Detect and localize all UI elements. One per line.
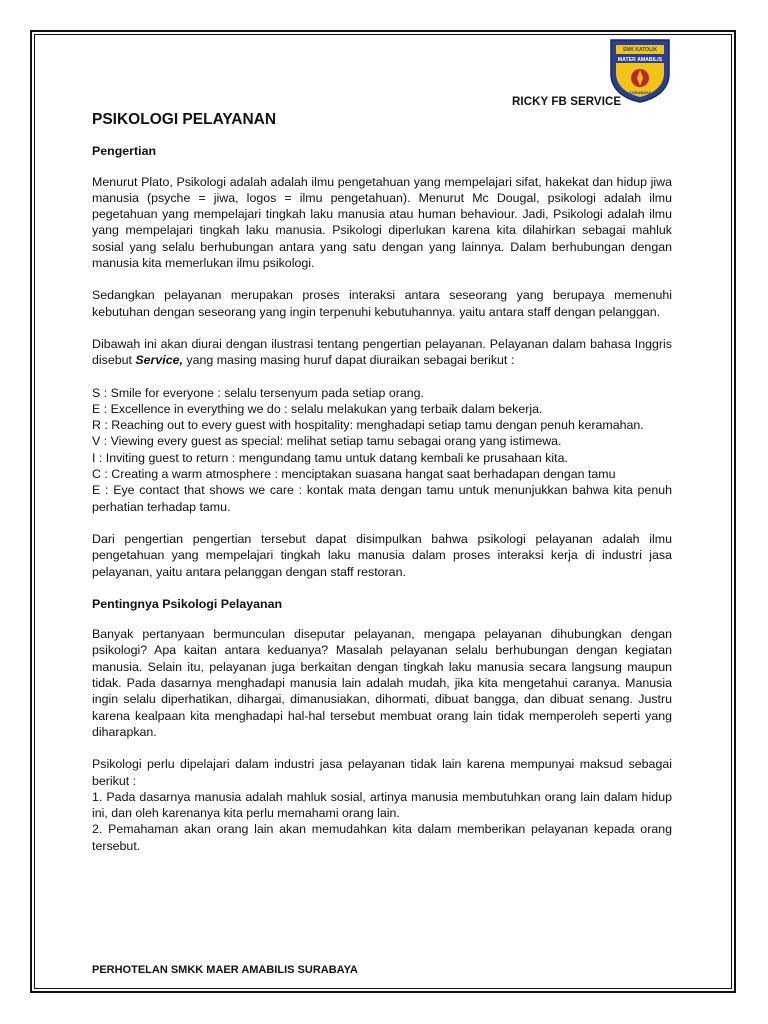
paragraph <box>92 336 672 369</box>
paragraph-text: yang masing masing huruf dapat diuraikan sebagai berikut : <box>182 353 515 368</box>
service-list <box>92 385 672 515</box>
list-item: R : Reaching out to every guest with hospitality: menghadapi setiap tamu dengan penuh keramahan. <box>92 418 644 433</box>
list-item: S : Smile for everyone : selalu tersenyum pada setiap orang. <box>92 385 424 400</box>
logo-text-bottom: SURABAYA <box>629 90 651 95</box>
paragraph: Dari pengertian pengertian tersebut dapat disimpulkan bahwa psikologi pelayanan adalah ilmu pengetahuan yang mempelajari tingkah laku manusia dalam proses interaksi kerja di industri jasa pelayanan, yaitu antara pelanggan dengan staff restoran. <box>92 531 672 579</box>
logo-text-top: SMK KATOLIK <box>622 47 658 53</box>
list-item: E : Excellence in everything we do : selalu melakukan yang terbaik dalam bekerja. <box>92 401 543 416</box>
list-item: 1. Pada dasarnya manusia adalah mahluk sosial, artinya manusia membutuhkan orang lain dalam hidup ini, dan oleh karenanya kita perlu memahami orang lain. <box>92 789 672 821</box>
logo-text-mid: MATER AMABILIS <box>617 57 663 63</box>
list-item: 2. Pemahaman akan orang lain akan memudahkan kita dalam memberikan pelayanan kepada orang tersebut. <box>92 822 672 853</box>
section-heading-pentingnya: Pentingnya Psikologi Pelayanan <box>92 596 283 611</box>
paragraph-text: Dibawah ini akan diurai dengan ilustrasi tentang pengertian pelayanan. Pelayanan dalam bahasa Inggris disebut <box>92 336 672 368</box>
list-item: I : Inviting guest to return : mengundang tamu untuk datang kembali ke prusahaan kita. <box>92 450 568 465</box>
emphasis-service: Service, <box>135 353 183 368</box>
paragraph: Menurut Plato, Psikologi adalah adalah ilmu pengetahuan yang mempelajari sifat, hakekat dan hidup jiwa manusia (psyche = jiwa, logos = ilmu pengetahuan). Menurut Mc Dougal, psikologi adalah ilmu pegetahuan yang mempelajari tingkah laku manusia atau human behaviour. Jadi, Psikologi adalah ilmu yang mempelajari tingkah laku manusia. Psikologi diperlukan karena kita dilahirkan sebagai mahluk sosial yang selalu berhubungan antara yang satu dengan yang lainnya. Dalam berhubungan dengan manusia kita memerlukan ilmu psikologi. <box>92 174 672 271</box>
list-item: E : Eye contact that shows we care : kontak mata dengan tamu untuk menunjukkan bahwa kita penuh perhatian terhadap tamu. <box>92 483 672 514</box>
document-body <box>92 112 672 870</box>
header-org: RICKY FB SERVICE <box>512 96 622 108</box>
list-item: C : Creating a warm atmosphere : menciptakan suasana hangat saat berhadapan dengan tamu <box>92 467 616 482</box>
paragraph: Sedangkan pelayanan merupakan proses interaksi antara seseorang yang berupaya memenuhi kebutuhan dengan seseorang yang ingin terpenuhi kebutuhannya. yaitu antara staff dengan pelanggan. <box>92 288 672 319</box>
school-logo <box>607 36 673 104</box>
section-heading-pengertian: Pengertian <box>92 144 157 159</box>
paragraph: Banyak pertanyaan bermunculan diseputar pelayanan, mengapa pelayanan dihubungkan dengan psikologi? Apa kaitan antara keduanya? Masalah pelayanan selalu berhubungan dengan kegiatan manusia. Selain itu, pelayanan juga berkaitan dengan tingkah laku manusia secara langsung maupun tidak. Pada dasarnya menghadapi manusia lain adalah mudah, jika kita mengetahui caranya. Manusia ingin selalu diperhatikan, dihargai, dimanusiakan, dihormati, dibuat bangga, dan dibuat senang. Justru karena kealpaan kita menghadapi hal-hal tersebut membuat orang lain tidak memperoleh seperti yang diharapkan. <box>92 627 672 739</box>
list-item: V : Viewing every guest as special: melihat setiap tamu sebagai orang yang istimewa. <box>92 434 562 449</box>
purpose-list <box>92 756 672 854</box>
list-item: Psikologi perlu dipelajari dalam industri jasa pelayanan tidak lain karena mempunyai maksud sebagai berikut : <box>92 757 672 788</box>
page-footer: PERHOTELAN SMKK MAER AMABILIS SURABAYA <box>92 964 358 976</box>
document-title: PSIKOLOGI PELAYANAN <box>92 111 277 128</box>
